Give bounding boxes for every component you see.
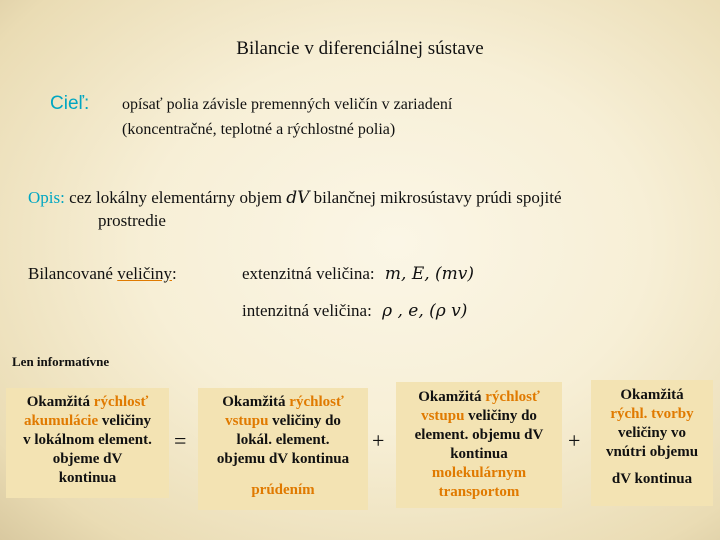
intensive-label: intenzitná veličina: xyxy=(242,301,372,320)
balanced-label-b: veličiny xyxy=(117,264,172,283)
molecular-input-rate-box xyxy=(396,382,562,508)
intensive-vars: ρ , e, (ρ v) xyxy=(382,301,468,321)
description-line-2: prostredie xyxy=(98,211,166,230)
box1-line3: v lokálnom element. xyxy=(23,432,152,448)
generation-rate-box xyxy=(591,380,713,506)
extensive-label: extenzitná veličina: xyxy=(242,264,375,283)
extensive-vars: m, E, (mv) xyxy=(384,264,475,284)
description-text-a: cez lokálny elementárny objem xyxy=(69,188,282,207)
box4-line4: vnútri objemu xyxy=(605,444,699,460)
description-dv: dV xyxy=(286,188,310,208)
box4-line1: Okamžitá xyxy=(620,387,684,403)
description-text-b: bilančnej mikrosústavy prúdi spojité xyxy=(313,188,562,207)
description-line-1 xyxy=(28,188,562,208)
box2-line3: lokál. element. xyxy=(236,432,330,448)
plus-sign-1: + xyxy=(372,428,385,453)
box3-line6: transportom xyxy=(438,484,520,500)
balanced-quantities-label xyxy=(28,264,177,284)
box4-line5: dV kontinua xyxy=(611,471,693,487)
balanced-label-a: Bilancované xyxy=(28,264,118,283)
box2-line1: Okamžitá rýchlosť xyxy=(222,394,344,410)
goal-label: Cieľ: xyxy=(50,93,90,114)
box1-line5: kontinua xyxy=(58,470,117,486)
intensive-quantity xyxy=(242,301,467,321)
goal-line-1: opísať polia závisle premenných veličín v zariadení xyxy=(122,96,453,113)
plus-sign-2: + xyxy=(568,428,581,453)
box3-line4: kontinua xyxy=(450,446,508,462)
box3-line5: molekulárnym xyxy=(431,465,527,481)
box4-line3: veličiny vo xyxy=(618,425,686,441)
accumulation-rate-box xyxy=(6,388,169,498)
box2-line2: vstupu veličiny do xyxy=(225,413,341,429)
goal-line-2: (koncentračné, teplotné a rýchlostné polia) xyxy=(122,121,396,138)
extensive-quantity xyxy=(242,264,474,284)
box2-line4: objemu dV kontinua xyxy=(216,451,350,467)
box3-line1: Okamžitá rýchlosť xyxy=(418,389,540,405)
box1-line1: Okamžitá rýchlosť xyxy=(26,394,149,410)
box4-line2: rýchl. tvorby xyxy=(610,406,694,422)
equals-sign: = xyxy=(174,428,187,453)
informative-note: Len informatívne xyxy=(12,354,110,369)
box3-line2: vstupu veličiny do xyxy=(421,408,537,424)
page-title: Bilancie v diferenciálnej sústave xyxy=(236,38,484,59)
balanced-label-colon: : xyxy=(171,264,177,283)
convective-input-rate-box xyxy=(198,388,368,510)
box1-line4: objeme dV xyxy=(52,451,123,467)
box1-line2: akumulácie veličiny xyxy=(23,413,152,429)
box2-line5: prúdením xyxy=(251,482,315,498)
description-label: Opis: xyxy=(28,188,65,207)
box3-line3: element. objemu dV xyxy=(414,427,544,443)
